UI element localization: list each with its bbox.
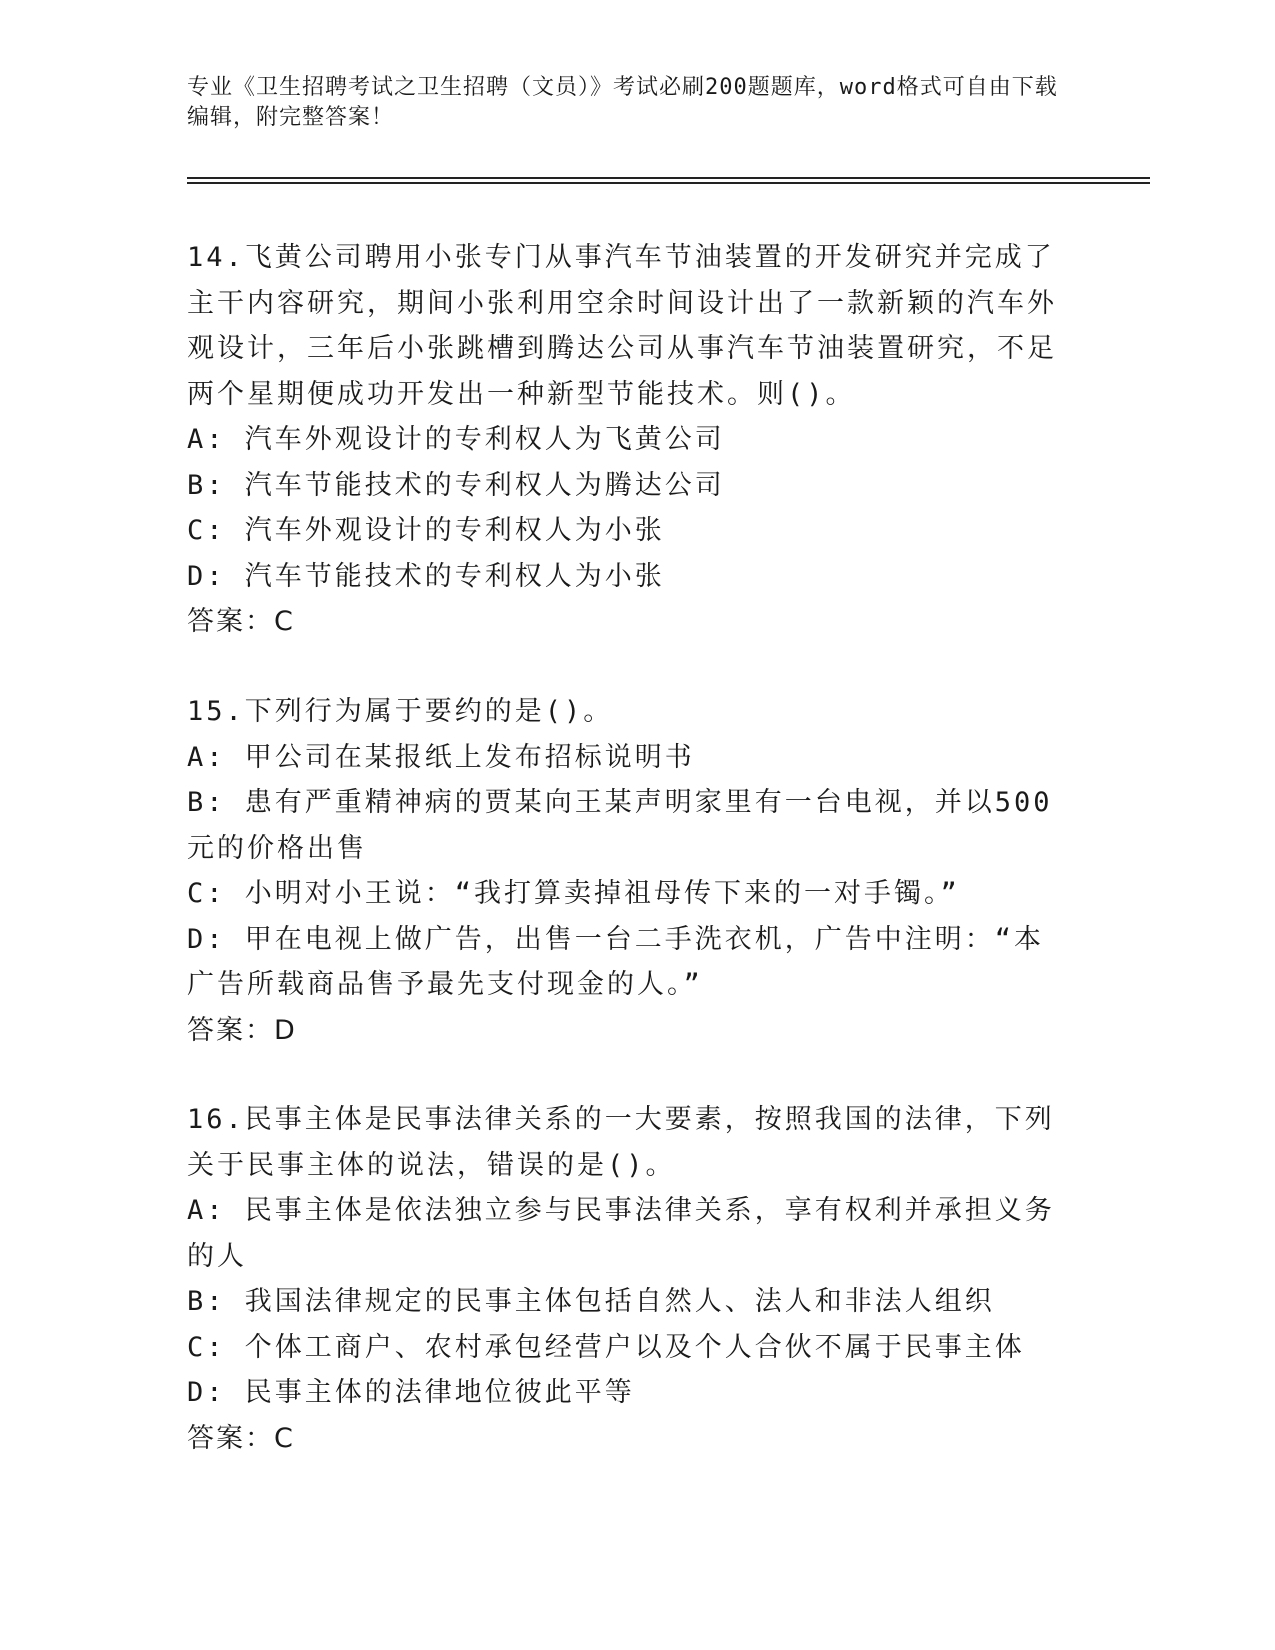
option-b: B: 我国法律规定的民事主体包括自然人、法人和非法人组织	[187, 1286, 995, 1317]
question-stem: 14.飞黄公司聘用小张专门从事汽车节油装置的开发研究并完成了主干内容研究，期间小张利用空余时间设计出了一款新颖的汽车外观设计，三年后小张跳槽到腾达公司从事汽车节油装置研究，不足两个星期便成功开发出一种新型节能技术。则()。	[187, 242, 1057, 410]
option-b: B: 患有严重精神病的贾某向王某声明家里有一台电视，并以500元的价格出售	[187, 787, 1053, 864]
option-c: C: 个体工商户、农村承包经营户以及个人合伙不属于民事主体	[187, 1331, 1025, 1363]
question-stem: 16.民事主体是民事法律关系的一大要素，按照我国的法律，下列关于民事主体的说法，错误的是()。	[187, 1104, 1055, 1181]
header-divider-bottom	[187, 182, 1150, 184]
answer-label: 答案：D	[187, 1014, 297, 1046]
option-c: C: 汽车外观设计的专利权人为小张	[187, 515, 665, 546]
answer-label: 答案：C	[187, 1422, 295, 1454]
intro-text: 专业《卫生招聘考试之卫生招聘（文员）》考试必刷200题题库，word格式可自由下载编辑，附完整答案！	[187, 75, 1058, 130]
answer-label: 答案：C	[187, 606, 295, 637]
question-14	[187, 235, 1087, 645]
document-intro	[187, 73, 1067, 133]
option-c: C: 小明对小王说：“我打算卖掉祖母传下来的一对手镯。”	[187, 878, 960, 909]
question-stem: 15.下列行为属于要约的是()。	[187, 696, 614, 727]
option-a: A: 甲公司在某报纸上发布招标说明书	[187, 741, 695, 773]
option-b: B: 汽车节能技术的专利权人为腾达公司	[187, 469, 725, 501]
option-a: A: 汽车外观设计的专利权人为飞黄公司	[187, 424, 725, 455]
option-d: D: 汽车节能技术的专利权人为小张	[187, 560, 665, 592]
question-15	[187, 689, 1087, 1053]
option-d: D: 民事主体的法律地位彼此平等	[187, 1377, 635, 1408]
option-a: A: 民事主体是依法独立参与民事法律关系，享有权利并承担义务的人	[187, 1195, 1055, 1272]
header-divider-top	[187, 177, 1150, 179]
question-16	[187, 1097, 1087, 1461]
option-d: D: 甲在电视上做广告，出售一台二手洗衣机，广告中注明：“本广告所载商品售予最先支付现金的人。”	[187, 923, 1045, 1000]
